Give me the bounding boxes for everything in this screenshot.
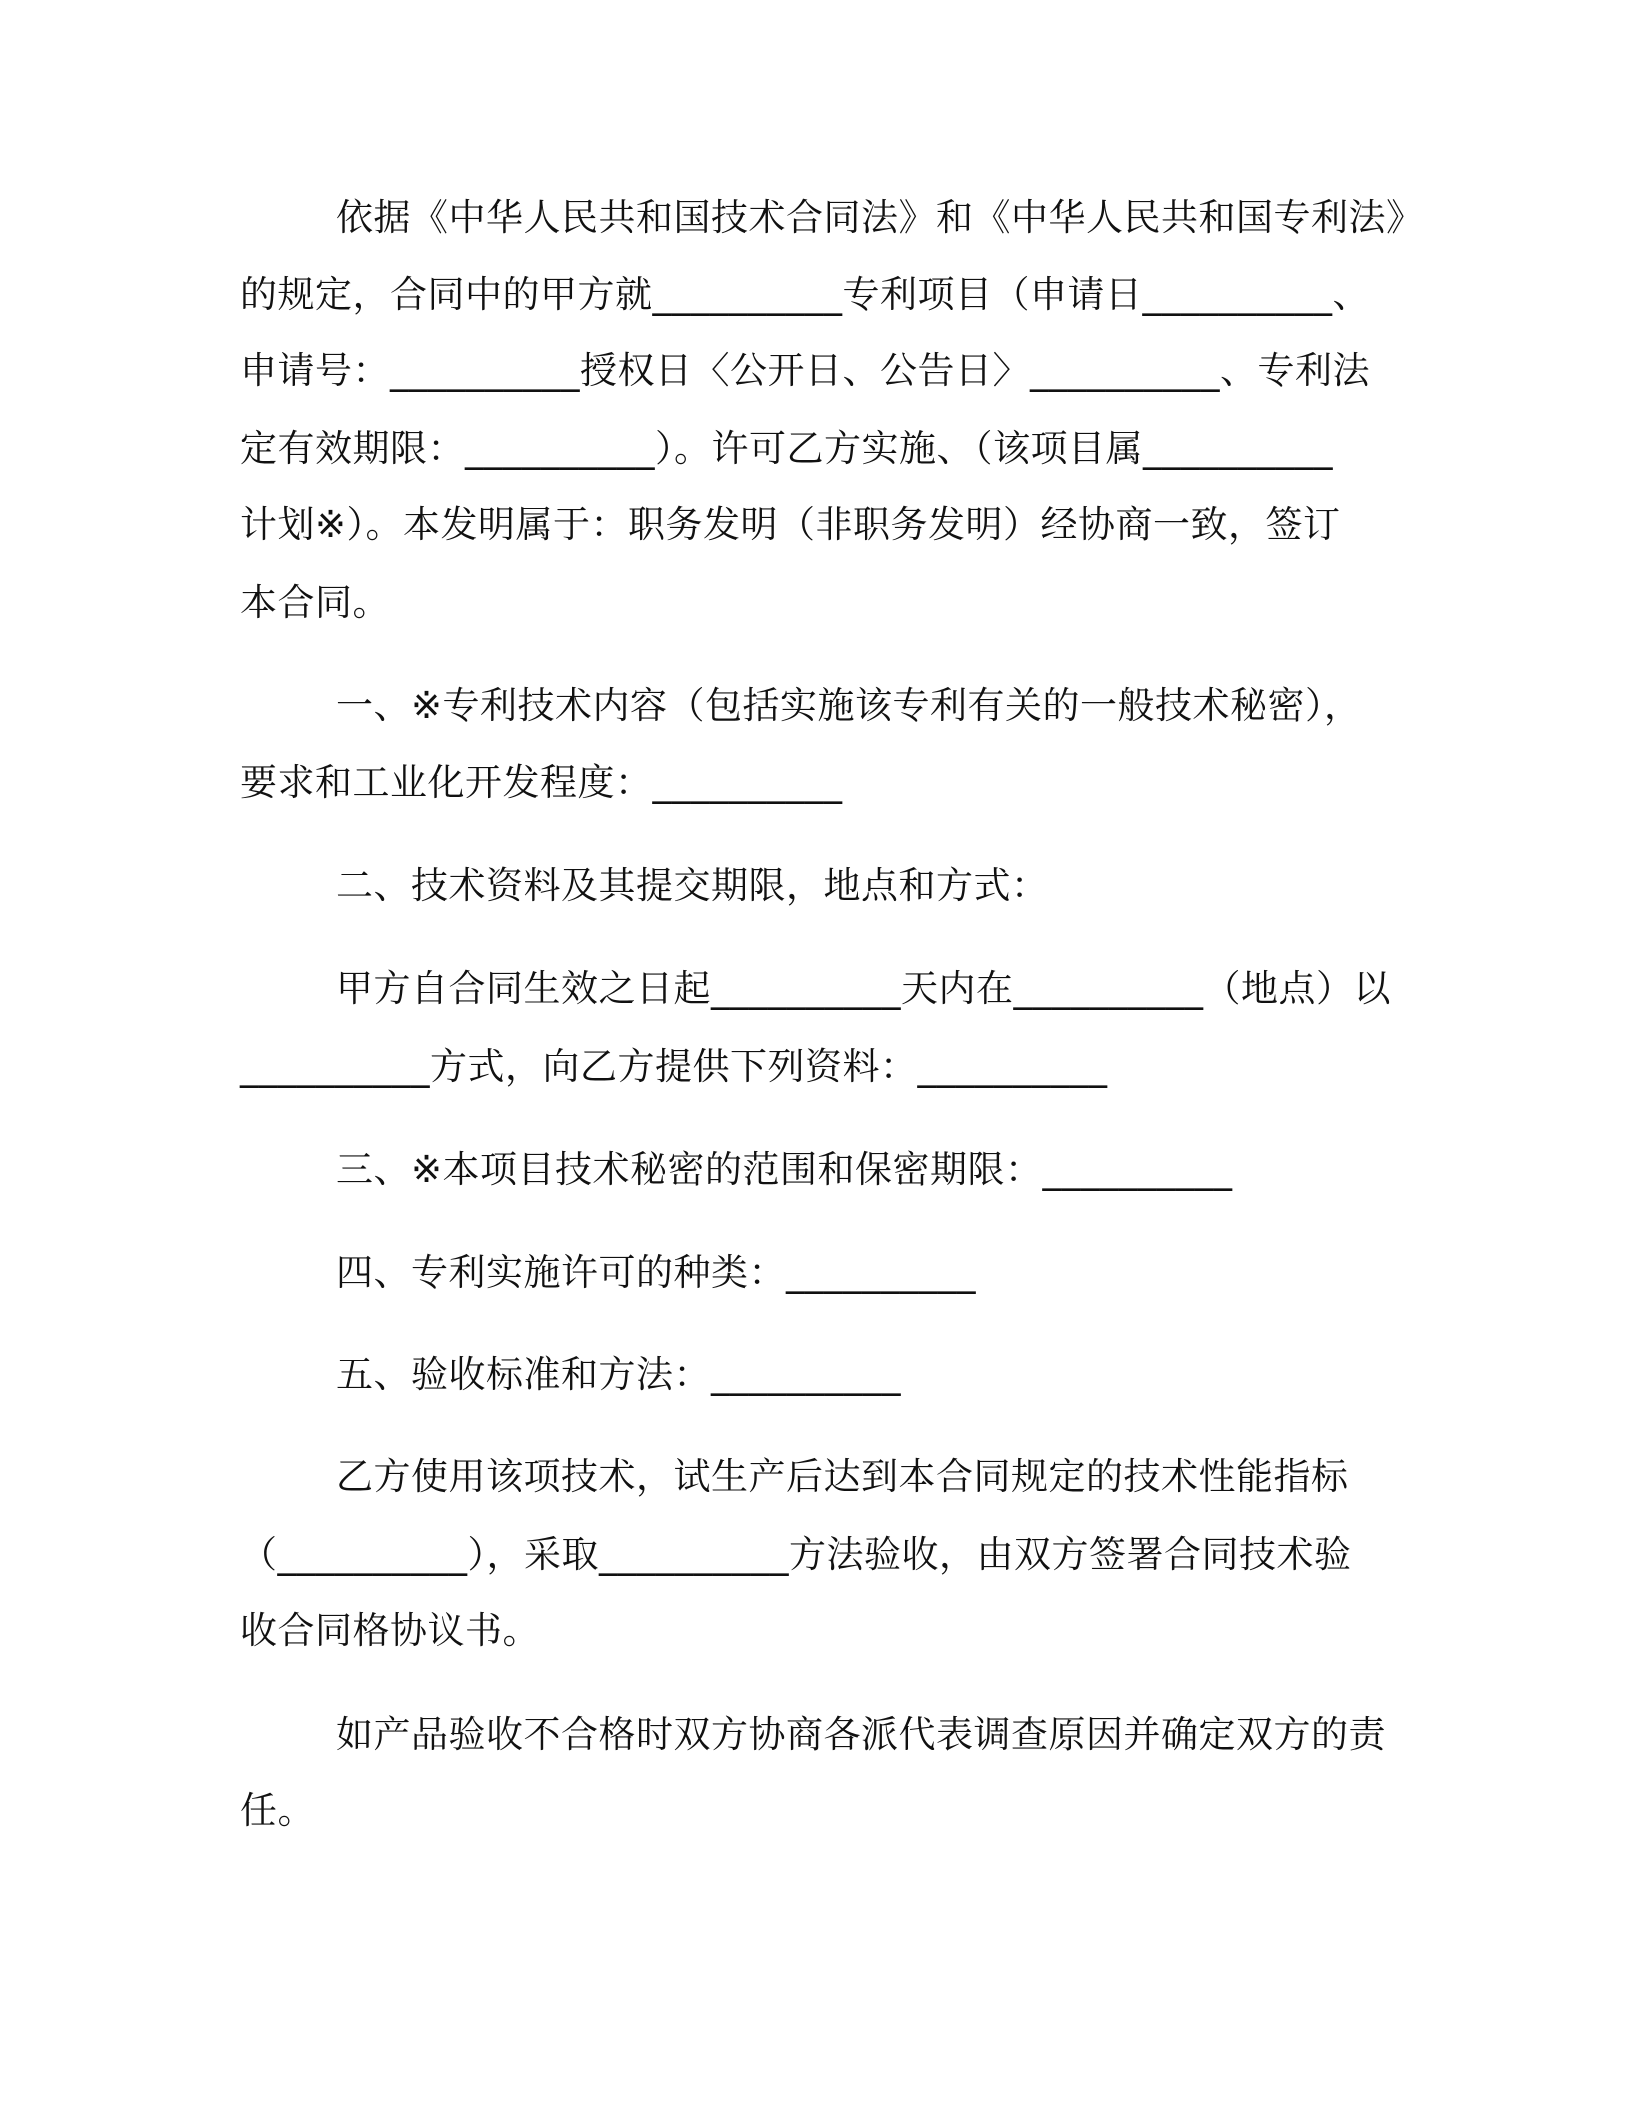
section-5-para-1-line-2: （__________），采取__________方法验收，由双方签署合同技术验: [240, 1533, 1352, 1576]
intro-line-4: 定有效期限：__________）。许可乙方实施、（该项目属__________: [240, 427, 1333, 470]
section-3-heading: 三、※本项目技术秘密的范围和保密期限：__________: [336, 1148, 1233, 1191]
section-4-heading: 四、专利实施许可的种类：__________: [336, 1251, 976, 1294]
section-5-para-2-line-1: 如产品验收不合格时双方协商各派代表调查原因并确定双方的责: [336, 1713, 1386, 1756]
section-5-para-2-line-2: 任。: [240, 1789, 315, 1832]
intro-line-2: 的规定，合同中的甲方就__________专利项目（申请日__________、: [240, 273, 1370, 316]
intro-line-1: 依据《中华人民共和国技术合同法》和《中华人民共和国专利法》: [336, 196, 1424, 239]
section-2-line-1: 甲方自合同生效之日起__________天内在__________（地点）以: [336, 967, 1391, 1010]
intro-line-6: 本合同。: [240, 581, 390, 624]
section-1-line-2: 要求和工业化开发程度：__________: [240, 761, 843, 804]
section-5-para-1-line-3: 收合同格协议书。: [240, 1609, 540, 1652]
section-5-para-1-line-1: 乙方使用该项技术，试生产后达到本合同规定的技术性能指标: [336, 1455, 1349, 1498]
section-1-line-1: 一、※专利技术内容（包括实施该专利有关的一般技术秘密），: [336, 684, 1362, 727]
intro-line-5: 计划※）。本发明属于：职务发明（非职务发明）经协商一致，签订: [240, 503, 1341, 546]
section-2-line-2: __________方式，向乙方提供下列资料：__________: [240, 1045, 1108, 1088]
intro-line-3: 申请号：__________授权日〈公开日、公告日〉__________、专利法: [240, 349, 1370, 392]
section-2-heading: 二、技术资料及其提交期限，地点和方式：: [336, 864, 1049, 907]
section-5-heading: 五、验收标准和方法：__________: [336, 1353, 901, 1396]
